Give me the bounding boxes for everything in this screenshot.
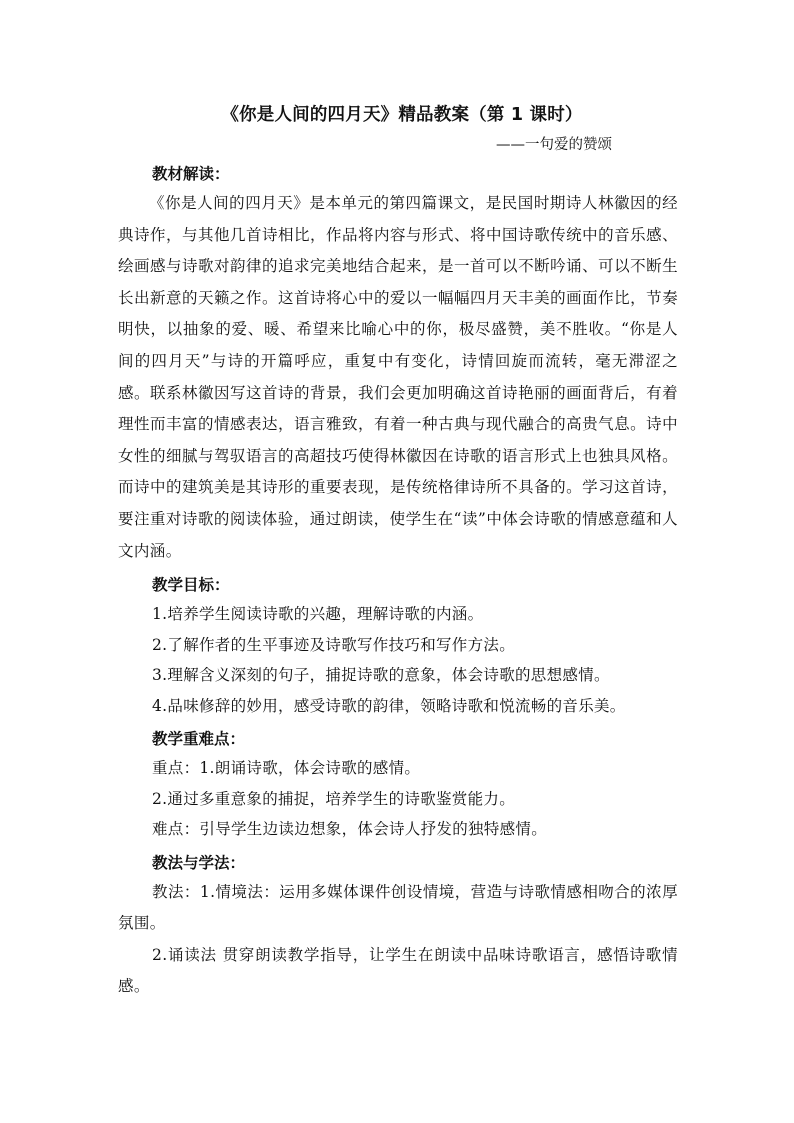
keypoint-item-1: 重点：1.朗诵诗歌，体会诗歌的感情。 [152,759,421,778]
material-paragraph: 《你是人间的四月天》是本单元的第四篇课文，是民国时期诗人林徽因的经典诗作，与其他几首诗相比，作品将内容与形式、将中国诗歌传统中的音乐感、绘画感与诗歌对韵律的追求完美地结合起来，是一首可以不断吟诵、可以不断生长出新意的天籁之作。这首诗将心中的爱以一幅幅四月天丰美的画面作比，节奏明快，以抽象的爱、暖、希望来比喻心中的你，极尽盛赞，美不胜收。“你是人间的四月天”与诗的开篇呼应，重复中有变化，诗情回旋而流转，毫无滞涩之感。联系林徽因写这首诗的背景，我们会更加明确这首诗艳丽的画面背后，有着理性而丰富的情感表达，语言雅致，有着一种古典与现代融合的高贵气息。诗中女性的细腻与驾驭语言的高超技巧使得林徽因在诗歌的语言形式上也独具风格。而诗中的建筑美是其诗形的重要表现，是传统格律诗所不具备的。学习这首诗，要注重对诗歌的阅读体验，通过朗读，使学生在“读”中体会诗歌的情感意蕴和人文内涵。 [118,194,678,560]
goal-item-3: 3.理解含义深刻的句子，捕捉诗歌的意象，体会诗歌的思想感情。 [152,666,610,685]
goal-item-2: 2.了解作者的生平事迹及诗歌写作技巧和写作方法。 [152,635,515,654]
document-subtitle: ——一句爱的赞颂 [496,137,612,153]
section-heading-goals: 教学目标： [152,576,230,595]
method-item-2: 2.诵读法 贯穿朗读教学指导，让学生在朗读中品味诗歌语言，感悟诗歌情感。 [118,945,678,996]
goal-item-4: 4.品味修辞的妙用，感受诗歌的韵律，领略诗歌和悦流畅的音乐美。 [152,696,626,715]
keypoint-item-2: 2.通过多重意象的捕捉，培养学生的诗歌鉴赏能力。 [152,789,515,808]
goal-item-1: 1.培养学生阅读诗歌的兴趣，理解诗歌的内涵。 [152,605,484,624]
document-body [118,100,678,1003]
section-heading-keypoints: 教学重难点： [152,730,246,749]
document-title: 《你是人间的四月天》精品教案（第 1 课时） [221,105,583,125]
section-heading-material: 教材解读： [152,165,230,183]
method-item-1: 教法：1.情境法：运用多媒体课件创设情境，营造与诗歌情感相吻合的浓厚氛围。 [118,882,678,933]
keypoint-item-3: 难点：引导学生边读边想象，体会诗人抒发的独特感情。 [152,820,548,839]
section-heading-methods: 教法与学法： [152,853,246,872]
